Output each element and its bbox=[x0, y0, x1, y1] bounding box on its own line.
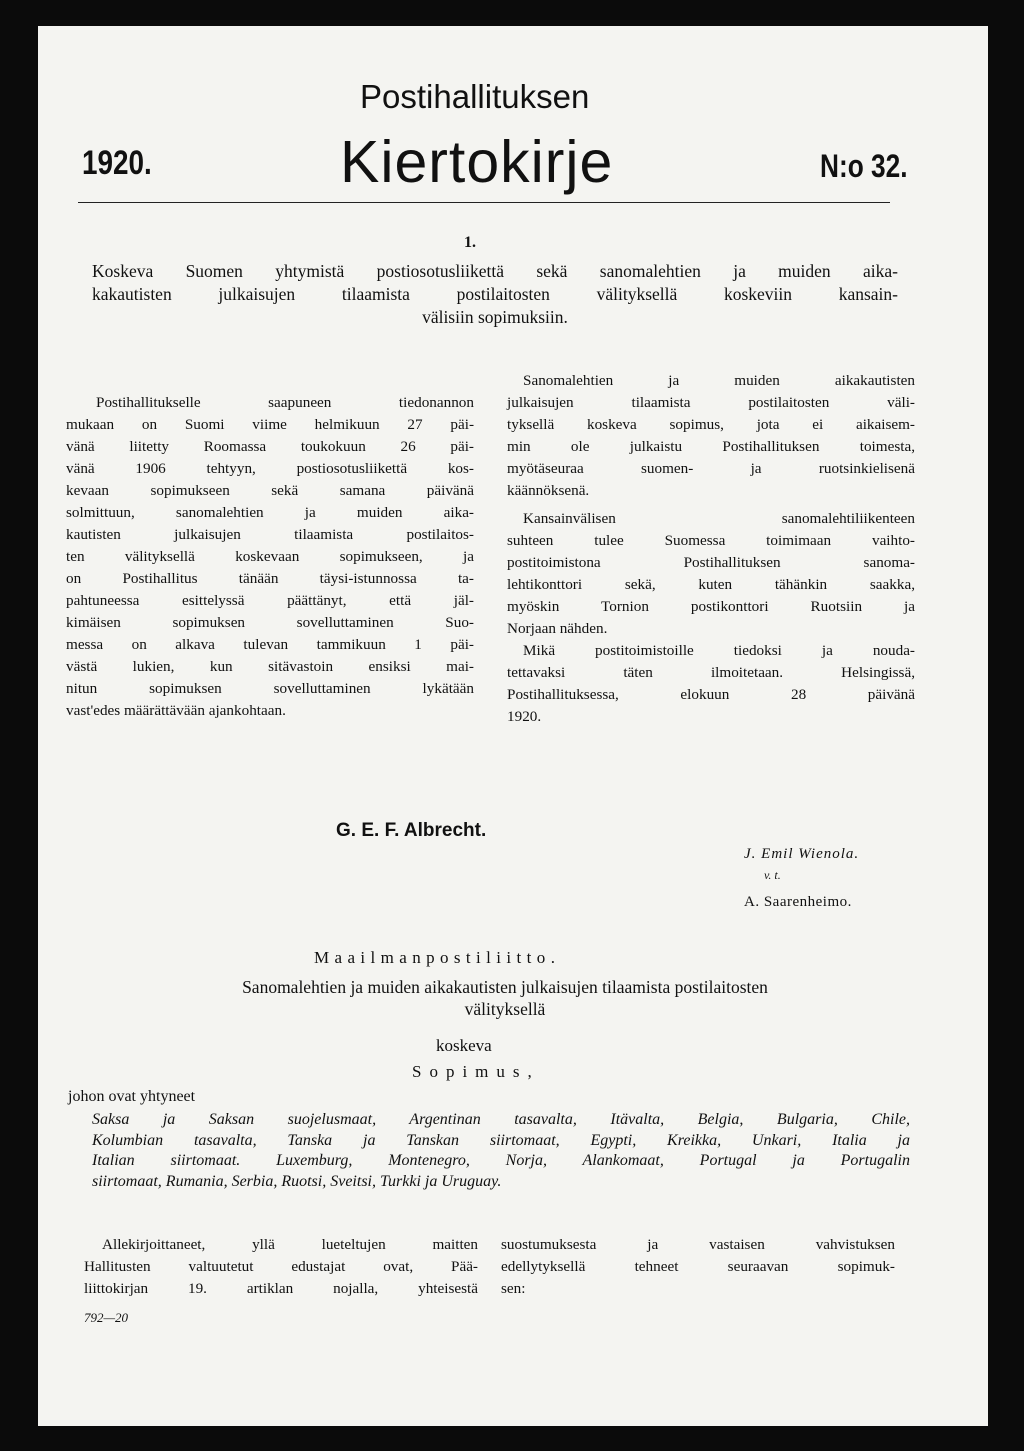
treaty-countries bbox=[92, 1110, 910, 1192]
paragraph-line: nitun sopimuksen sovelluttaminen lykätään bbox=[66, 680, 474, 697]
treaty-title bbox=[118, 976, 892, 1020]
paragraph-line: kevaan sopimukseen sekä samana päivänä bbox=[66, 482, 474, 499]
paragraph-line: mukaan on Suomi viime helmikuun 27 päi- bbox=[66, 416, 474, 433]
treaty-koskeva: koskeva bbox=[436, 1036, 492, 1055]
treaty-left-column bbox=[84, 1234, 478, 1300]
treaty-sopimus: Sopimus, bbox=[412, 1062, 540, 1081]
paragraph-line: vänä 1906 tehtyyn, postiosotusliikettä kos- bbox=[66, 460, 474, 477]
circular-page bbox=[38, 26, 988, 1426]
countries-line: Kolumbian tasavalta, Tanska ja Tanskan siirtomaat, Egypti, Kreikka, Unkari, Italia ja bbox=[92, 1131, 910, 1149]
paragraph-line: suostumuksesta ja vastaisen vahvistuksen bbox=[501, 1236, 895, 1253]
paragraph-line: myöskin Tornion postikonttori Ruotsiin ja bbox=[507, 598, 915, 615]
paragraph-line: on Postihallitus tänään täysi-istunnossa ta- bbox=[66, 570, 474, 587]
union-heading: Maailmanpostiliitto. bbox=[314, 948, 561, 967]
paragraph-line: Sanomalehtien ja muiden aikakautisten bbox=[523, 372, 915, 389]
section-heading bbox=[92, 260, 898, 329]
paragraph-line: edellytyksellä tehneet seuraavan sopimuk- bbox=[501, 1258, 895, 1275]
header-rule bbox=[78, 202, 890, 203]
paragraph-line: postitoimistona Postihallituksen sanoma- bbox=[507, 554, 915, 571]
right-column bbox=[507, 370, 915, 728]
signature-second-title: v. t. bbox=[764, 868, 781, 882]
heading-line: Koskeva Suomen yhtymistä postiosotusliikettä sekä sanomalehtien ja muiden aika- bbox=[92, 261, 898, 281]
heading-line: välisiin sopimuksiin. bbox=[422, 307, 568, 327]
paragraph-line: ten välityksellä koskevaan sopimukseen, ja bbox=[66, 548, 474, 565]
treaty-title-line: välityksellä bbox=[464, 999, 546, 1019]
paragraph-line: Hallitusten valtuutetut edustajat ovat, Pää- bbox=[84, 1258, 478, 1275]
paragraph-line: lehtikonttori sekä, kuten tähänkin saakka, bbox=[507, 576, 915, 593]
left-column bbox=[66, 392, 474, 722]
paragraph-line: Postihallitukselle saapuneen tiedonannon bbox=[96, 394, 474, 411]
paragraph-line: suhteen tulee Suomessa toimimaan vaihto- bbox=[507, 532, 915, 549]
paragraph-line: messa on alkava tulevan tammikuun 1 päi- bbox=[66, 636, 474, 653]
signature-third: A. Saarenheimo. bbox=[744, 894, 852, 910]
paragraph-line: Allekirjoittaneet, yllä lueteltujen maitten bbox=[102, 1236, 478, 1253]
paragraph-line: myötäseuraa suomen- ja ruotsinkielisenä bbox=[507, 460, 915, 477]
section-number: 1. bbox=[464, 234, 476, 251]
heading-line: kakautisten julkaisujen tilaamista postilaitosten välityksellä koskeviin kansain- bbox=[92, 284, 898, 304]
countries-line: Italian siirtomaat. Luxemburg, Montenegro, Norja, Alankomaat, Portugal ja Portugalin bbox=[92, 1152, 910, 1169]
paragraph-line: liittokirjan 19. artiklan nojalla, yhteisestä bbox=[84, 1280, 478, 1297]
paragraph-line: pahtuneessa esittelyssä päättänyt, että jäl- bbox=[66, 592, 474, 609]
paragraph-line: västä lukien, kun sitävastoin ensiksi mai- bbox=[66, 658, 474, 675]
treaty-title-line: Sanomalehtien ja muiden aikakautisten julkaisujen tilaamista postilaitosten bbox=[242, 977, 768, 997]
paragraph-line: kautisten julkaisujen tilaamista postilaitos- bbox=[66, 526, 474, 543]
circular-title: Kiertokirje bbox=[340, 129, 614, 195]
treaty-intro: johon ovat yhtyneet bbox=[68, 1088, 196, 1105]
signature-main: G. E. F. Albrecht. bbox=[336, 820, 487, 841]
circular-year: 1920. bbox=[82, 144, 152, 182]
paragraph-line: kimäisen sopimuksen sovelluttaminen Suo- bbox=[66, 614, 474, 631]
paragraph-line: sen: bbox=[501, 1280, 526, 1297]
paragraph-line: julkaisujen tilaamista postilaitosten väli- bbox=[507, 394, 915, 411]
treaty-right-column bbox=[501, 1234, 895, 1300]
paragraph-line: 1920. bbox=[507, 708, 542, 725]
signature-second: J. Emil Wienola. bbox=[744, 846, 860, 862]
footer-code: 792—20 bbox=[84, 1310, 129, 1325]
paragraph-line: käännöksenä. bbox=[507, 482, 590, 499]
paragraph-line: Mikä postitoimistoille tiedoksi ja nouda- bbox=[523, 642, 915, 659]
countries-line: Saksa ja Saksan suojelusmaat, Argentinan tasavalta, Itävalta, Belgia, Bulgaria, Chile, bbox=[92, 1111, 910, 1128]
publisher-name: Postihallituksen bbox=[360, 78, 590, 115]
paragraph-line: tettavaksi täten ilmoitetaan. Helsingissä, bbox=[507, 664, 915, 681]
paragraph-line: vast'edes määrättävään ajankohtaan. bbox=[66, 702, 286, 719]
paragraph-line: tyksellä koskeva sopimus, jota ei aikaisem- bbox=[507, 416, 915, 433]
paragraph-line: min ole julkaistu Postihallituksen toimesta, bbox=[507, 438, 915, 455]
paragraph-line: solmittuun, sanomalehtien ja muiden aika- bbox=[66, 504, 474, 521]
circular-number: N:o 32. bbox=[820, 148, 908, 184]
paragraph-line: Kansainvälisen sanomalehtiliikenteen bbox=[523, 510, 915, 527]
paragraph-line: Postihallituksessa, elokuun 28 päivänä bbox=[507, 686, 915, 703]
paragraph-line: vänä liitetty Roomassa toukokuun 26 päi- bbox=[66, 438, 474, 455]
countries-line: siirtomaat, Rumania, Serbia, Ruotsi, Sveitsi, Turkki ja Uruguay. bbox=[92, 1172, 502, 1190]
paragraph-line: Norjaan nähden. bbox=[507, 620, 608, 637]
